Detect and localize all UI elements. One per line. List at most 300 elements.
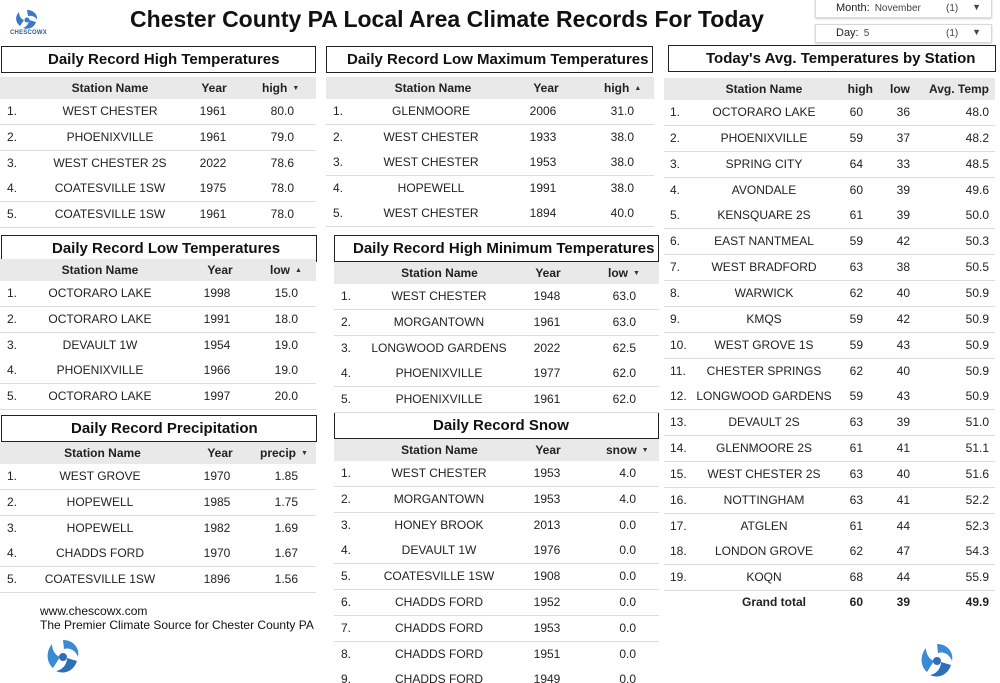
grand-total-label: Grand total	[741, 595, 806, 610]
row-number: 2.	[341, 491, 352, 506]
table-row	[334, 616, 659, 642]
column-header-value[interactable]	[608, 262, 652, 285]
row-number: 1.	[341, 289, 352, 303]
column-header-value-label: low	[270, 263, 290, 277]
snow-table	[334, 439, 659, 683]
row-number: 5.	[7, 207, 18, 222]
station-high: 60	[849, 105, 863, 119]
row-number: 8.	[341, 646, 352, 661]
station-low: 41	[896, 492, 910, 507]
station-avg: 52.2	[965, 492, 989, 507]
row-number: 8.	[670, 285, 681, 300]
station-name: AVONDALE	[731, 182, 797, 197]
station-avg: 51.1	[965, 441, 989, 456]
table-row	[334, 538, 659, 564]
column-header-station: Station Name	[394, 81, 472, 95]
table-row	[664, 281, 995, 307]
table-row	[664, 178, 995, 204]
month-filter-dropdown[interactable]	[815, 0, 992, 18]
record-year: 1998	[203, 286, 231, 300]
row-number: 3.	[341, 517, 352, 532]
station-name: CHADDS FORD	[394, 646, 483, 661]
row-number: 5.	[670, 208, 681, 223]
table-row	[664, 410, 995, 436]
row-number: 4.	[333, 180, 344, 195]
station-name: PHOENIXVILLE	[56, 363, 144, 378]
station-name: PHOENIXVILLE	[395, 392, 483, 407]
table-row	[0, 281, 316, 307]
table-row	[0, 490, 316, 516]
station-high: 63	[849, 492, 863, 507]
table-row	[0, 384, 316, 410]
sort-descending-icon[interactable]: ▼	[633, 270, 640, 277]
row-number: 7.	[341, 620, 352, 635]
column-header-station: Station Name	[64, 446, 141, 460]
table-row	[334, 310, 659, 336]
station-name: PHOENIXVILLE	[395, 366, 483, 381]
station-name: LONGWOOD GARDENS	[371, 340, 507, 355]
column-header-value-label: high	[262, 81, 288, 95]
column-header-year: Year	[535, 443, 561, 457]
record-year: 1961	[533, 392, 561, 407]
grand-total-row	[664, 591, 995, 613]
sort-descending-icon[interactable]: ▼	[301, 450, 308, 457]
table-row	[334, 667, 659, 683]
station-avg: 50.0	[965, 208, 989, 223]
station-name: OCTORARO LAKE	[712, 105, 816, 119]
footer-site-link[interactable]: www.chescowx.com	[40, 604, 148, 618]
station-name: GLENMOORE 2S	[715, 441, 813, 456]
record-year: 1985	[203, 494, 231, 509]
column-header-value[interactable]	[270, 259, 310, 282]
station-low: 36	[896, 105, 910, 119]
record-year: 1951	[533, 646, 561, 661]
station-name: WEST CHESTER	[383, 155, 479, 170]
table-row	[664, 229, 995, 255]
swirl-logo-icon	[44, 638, 82, 676]
station-name: WEST CHESTER	[383, 206, 479, 221]
station-high: 63	[849, 260, 863, 275]
station-avg: 48.0	[965, 105, 989, 119]
station-name: MORGANTOWN	[393, 491, 485, 506]
station-avg: 50.9	[965, 285, 989, 300]
table-row	[0, 516, 316, 542]
table-row	[664, 100, 995, 126]
panel-title-snow: Daily Record Snow	[334, 412, 659, 439]
station-high: 59	[849, 234, 863, 249]
column-header-low: low	[890, 82, 910, 96]
panel-title-precip: Daily Record Precipitation	[1, 415, 317, 442]
station-name: WEST CHESTER	[62, 104, 158, 118]
table-row	[0, 307, 316, 333]
row-number: 1.	[7, 286, 18, 300]
table-row	[334, 461, 659, 487]
record-value: 40.0	[610, 206, 634, 221]
record-value: 1.67	[274, 546, 298, 561]
table-row	[326, 125, 654, 151]
record-year: 1970	[203, 469, 231, 483]
station-name: WEST CHESTER	[391, 466, 487, 480]
station-name: EAST NANTMEAL	[714, 234, 814, 249]
record-value: 78.0	[270, 207, 294, 222]
station-avg: 50.9	[965, 337, 989, 352]
column-header-year: Year	[207, 263, 233, 277]
station-name: ATGLEN	[740, 518, 788, 533]
table-row	[326, 176, 654, 202]
table-row	[664, 384, 995, 410]
station-name: WEST BRADFORD	[711, 260, 817, 275]
column-header-station: Station Name	[401, 443, 478, 457]
month-filter-label: Month:	[836, 2, 870, 14]
record-value: 0.0	[619, 517, 636, 532]
station-name: WEST GROVE 1S	[714, 337, 814, 352]
table-row	[0, 541, 316, 567]
record-value: 20.0	[274, 389, 298, 404]
record-year: 1961	[199, 129, 227, 144]
table-row	[664, 565, 995, 591]
month-filter-value: November	[874, 3, 921, 14]
column-header-station: Station Name	[71, 81, 149, 95]
station-high: 62	[849, 363, 863, 378]
table-header	[326, 77, 654, 99]
column-header-value[interactable]	[604, 77, 648, 100]
station-name: KOQN	[746, 570, 782, 585]
station-name: WEST CHESTER	[391, 289, 487, 303]
record-value: 79.0	[270, 129, 294, 144]
table-row	[664, 126, 995, 152]
row-number: 19.	[670, 570, 687, 585]
station-low: 40	[896, 285, 910, 300]
table-row	[334, 564, 659, 590]
chevron-down-icon: ▼	[972, 2, 981, 12]
record-value: 1.56	[274, 572, 298, 587]
record-value: 63.0	[612, 314, 636, 329]
grand-total-high: 60	[849, 595, 863, 610]
station-name: SPRING CITY	[725, 156, 803, 171]
record-value: 0.0	[619, 543, 636, 558]
station-name: HOPEWELL	[66, 520, 134, 535]
station-avg: 51.0	[965, 415, 989, 430]
month-filter-count: (1)	[946, 3, 959, 14]
station-avg: 48.2	[965, 130, 989, 145]
row-number: 12.	[670, 389, 687, 404]
record-value: 38.0	[610, 180, 634, 195]
station-avg: 50.9	[965, 311, 989, 326]
column-header-value-label: precip	[260, 446, 297, 460]
table-row	[664, 514, 995, 540]
station-avg: 50.9	[965, 389, 989, 404]
column-header-value[interactable]	[606, 439, 650, 462]
row-number: 2.	[7, 311, 18, 326]
record-year: 1908	[533, 569, 561, 584]
station-high: 62	[849, 285, 863, 300]
station-name: GLENMOORE	[391, 104, 470, 118]
station-name: KMQS	[746, 311, 782, 326]
record-value: 62.0	[612, 392, 636, 407]
record-year: 1953	[529, 155, 557, 170]
record-year: 1954	[203, 337, 231, 352]
station-name: WEST CHESTER 2S	[707, 466, 821, 481]
record-year: 1966	[203, 363, 231, 378]
row-number: 7.	[670, 260, 681, 275]
grand-total-low: 39	[896, 595, 910, 610]
table-row	[326, 150, 654, 176]
row-number: 6.	[341, 595, 352, 609]
station-name: WEST CHESTER	[383, 129, 479, 144]
day-filter-count: (1)	[946, 28, 959, 39]
row-number: 10.	[670, 337, 687, 352]
station-high: 59	[849, 130, 863, 145]
station-low: 41	[896, 441, 910, 456]
row-number: 2.	[7, 494, 18, 509]
record-value: 0.0	[619, 569, 636, 584]
chescowx-logo	[10, 8, 47, 38]
station-name: CHADDS FORD	[394, 620, 483, 635]
station-high: 64	[849, 156, 863, 171]
station-name: PHOENIXVILLE	[720, 130, 808, 145]
record-value: 15.0	[274, 286, 298, 300]
column-header-value-label: snow	[606, 443, 637, 457]
row-number: 9.	[670, 311, 681, 326]
record-year: 1961	[199, 207, 227, 222]
row-number: 5.	[341, 392, 352, 407]
panel-title-high-temps: Daily Record High Temperatures	[1, 46, 316, 73]
table-row	[664, 203, 995, 229]
station-name: COATESVILLE 1SW	[54, 207, 166, 222]
record-value: 78.6	[270, 155, 294, 170]
table-row	[334, 361, 659, 387]
panel-title-avg: Today's Avg. Temperatures by Station	[668, 45, 996, 72]
record-year: 1953	[533, 620, 561, 635]
record-value: 31.0	[610, 104, 634, 118]
record-year: 1961	[533, 314, 561, 329]
station-name: CHADDS FORD	[55, 546, 144, 561]
table-row	[0, 464, 316, 490]
station-low: 38	[896, 260, 910, 275]
station-name: DEVAULT 1W	[62, 337, 138, 352]
record-year: 1977	[533, 366, 561, 381]
table-header	[334, 439, 659, 461]
table-header	[0, 77, 316, 99]
row-number: 17.	[670, 518, 687, 533]
column-header-value[interactable]	[260, 442, 310, 465]
table-row	[326, 201, 654, 227]
record-year: 1949	[533, 672, 561, 683]
station-name: COATESVILLE 1SW	[383, 569, 495, 584]
station-name: WEST CHESTER 2S	[53, 155, 167, 170]
station-name: WEST GROVE	[59, 469, 141, 483]
row-number: 2.	[333, 129, 344, 144]
record-value: 62.0	[612, 366, 636, 381]
record-value: 19.0	[274, 337, 298, 352]
station-high: 63	[849, 466, 863, 481]
table-row	[664, 152, 995, 178]
row-number: 2.	[7, 129, 18, 144]
column-header-value[interactable]	[262, 77, 302, 100]
station-name: MORGANTOWN	[393, 314, 485, 329]
station-name: COATESVILLE 1SW	[44, 572, 156, 587]
station-high: 62	[849, 544, 863, 559]
logo-text: CHESCOWX	[10, 30, 47, 36]
table-row	[664, 539, 995, 565]
sort-descending-icon[interactable]: ▼	[292, 85, 300, 92]
station-low: 40	[896, 466, 910, 481]
station-low: 42	[896, 234, 910, 249]
column-header-year: Year	[201, 81, 227, 95]
station-low: 44	[896, 518, 910, 533]
row-number: 18.	[670, 544, 687, 559]
station-avg: 48.5	[965, 156, 989, 171]
record-year: 2022	[199, 155, 227, 170]
column-header-station: Station Name	[725, 82, 803, 96]
station-low: 39	[896, 182, 910, 197]
record-value: 4.0	[619, 491, 636, 506]
row-number: 3.	[341, 340, 352, 355]
station-avg: 50.3	[965, 234, 989, 249]
station-low: 43	[896, 337, 910, 352]
station-avg: 52.3	[965, 518, 989, 533]
panel-title-low-max: Daily Record Low Maximum Temperatures	[326, 46, 653, 73]
record-year: 1982	[203, 520, 231, 535]
record-year: 1953	[533, 466, 561, 480]
table-row	[0, 176, 316, 202]
record-year: 1894	[529, 206, 557, 221]
station-high: 59	[849, 389, 863, 404]
record-value: 19.0	[274, 363, 298, 378]
station-avg: 51.6	[965, 466, 989, 481]
table-row	[334, 642, 659, 668]
table-row	[334, 284, 659, 310]
record-value: 1.75	[274, 494, 298, 509]
day-filter-dropdown[interactable]	[815, 24, 992, 43]
grand-total-avg: 49.9	[965, 595, 989, 610]
station-low: 47	[896, 544, 910, 559]
row-number: 3.	[7, 337, 18, 352]
record-year: 1997	[203, 389, 231, 404]
station-name: HOPEWELL	[397, 180, 465, 195]
table-row	[334, 590, 659, 616]
record-value: 0.0	[619, 672, 636, 683]
row-number: 4.	[341, 543, 352, 558]
table-row	[326, 99, 654, 125]
row-number: 4.	[7, 181, 18, 196]
row-number: 5.	[341, 569, 352, 584]
record-year: 2006	[529, 104, 557, 118]
station-name: OCTORARO LAKE	[48, 311, 152, 326]
column-header-year: Year	[535, 266, 561, 280]
record-value: 80.0	[270, 104, 294, 118]
station-high: 59	[849, 311, 863, 326]
row-number: 5.	[333, 206, 344, 221]
swirl-logo-icon	[918, 642, 956, 680]
station-low: 42	[896, 311, 910, 326]
station-name: KENSQUARE 2S	[717, 208, 811, 223]
table-row	[0, 125, 316, 151]
record-value: 62.5	[612, 340, 636, 355]
row-number: 5.	[7, 572, 18, 587]
footer-logo	[44, 638, 82, 676]
record-value: 4.0	[619, 466, 636, 480]
station-name: DEVAULT 2S	[728, 415, 800, 430]
station-name: CHADDS FORD	[394, 672, 483, 683]
table-row	[664, 436, 995, 462]
record-value: 38.0	[610, 129, 634, 144]
row-number: 1.	[7, 469, 18, 483]
day-filter-value: 5	[863, 28, 870, 39]
record-year: 1976	[533, 543, 561, 558]
record-value: 0.0	[619, 646, 636, 661]
station-high: 68	[849, 570, 863, 585]
record-value: 0.0	[619, 620, 636, 635]
table-row	[0, 99, 316, 125]
station-low: 43	[896, 389, 910, 404]
column-header-value-label: low	[608, 266, 628, 280]
record-year: 2013	[533, 517, 561, 532]
panel-title-high-min: Daily Record High Minimum Temperatures	[334, 235, 659, 262]
station-name: HOPEWELL	[66, 494, 134, 509]
station-name: CHADDS FORD	[394, 595, 483, 609]
record-year: 1991	[203, 311, 231, 326]
record-year: 1948	[533, 289, 561, 303]
swirl-logo-icon	[10, 8, 44, 32]
row-number: 1.	[333, 104, 344, 118]
record-value: 18.0	[274, 311, 298, 326]
row-number: 4.	[341, 366, 352, 381]
row-number: 1.	[7, 104, 18, 118]
row-number: 2.	[670, 130, 681, 145]
table-row	[0, 202, 316, 228]
station-high: 61	[849, 441, 863, 456]
row-number: 15.	[670, 466, 687, 481]
sort-ascending-icon[interactable]: ▲	[295, 267, 302, 274]
record-value: 0.0	[619, 595, 636, 609]
table-row	[664, 255, 995, 281]
station-name: WARWICK	[734, 285, 794, 300]
row-number: 5.	[7, 389, 18, 404]
station-name: COATESVILLE 1SW	[54, 181, 166, 196]
table-header	[0, 259, 316, 281]
sort-ascending-icon[interactable]: ▲	[634, 85, 642, 92]
row-number: 4.	[670, 182, 681, 197]
row-number: 3.	[333, 155, 344, 170]
record-value: 78.0	[270, 181, 294, 196]
station-avg: 55.9	[965, 570, 989, 585]
station-avg: 50.5	[965, 260, 989, 275]
station-low: 39	[896, 208, 910, 223]
station-low: 40	[896, 363, 910, 378]
station-high: 63	[849, 415, 863, 430]
row-number: 11.	[670, 363, 686, 378]
row-number: 6.	[670, 234, 681, 249]
table-row	[664, 333, 995, 359]
column-header-value-label: high	[604, 81, 630, 95]
table-row	[334, 513, 659, 539]
table-row	[334, 336, 659, 362]
station-low: 37	[896, 130, 910, 145]
row-number: 4.	[7, 546, 18, 561]
column-header-year: Year	[207, 446, 233, 460]
row-number: 3.	[7, 520, 18, 535]
row-number: 3.	[7, 155, 18, 170]
table-row	[0, 333, 316, 359]
station-name: OCTORARO LAKE	[48, 286, 152, 300]
table-row	[664, 488, 995, 514]
sort-descending-icon[interactable]: ▼	[641, 447, 649, 454]
station-name: LONDON GROVE	[714, 544, 813, 559]
chevron-down-icon: ▼	[972, 27, 981, 37]
record-year: 1953	[533, 491, 561, 506]
footer-tagline: The Premier Climate Source for Chester County PA	[40, 618, 314, 632]
